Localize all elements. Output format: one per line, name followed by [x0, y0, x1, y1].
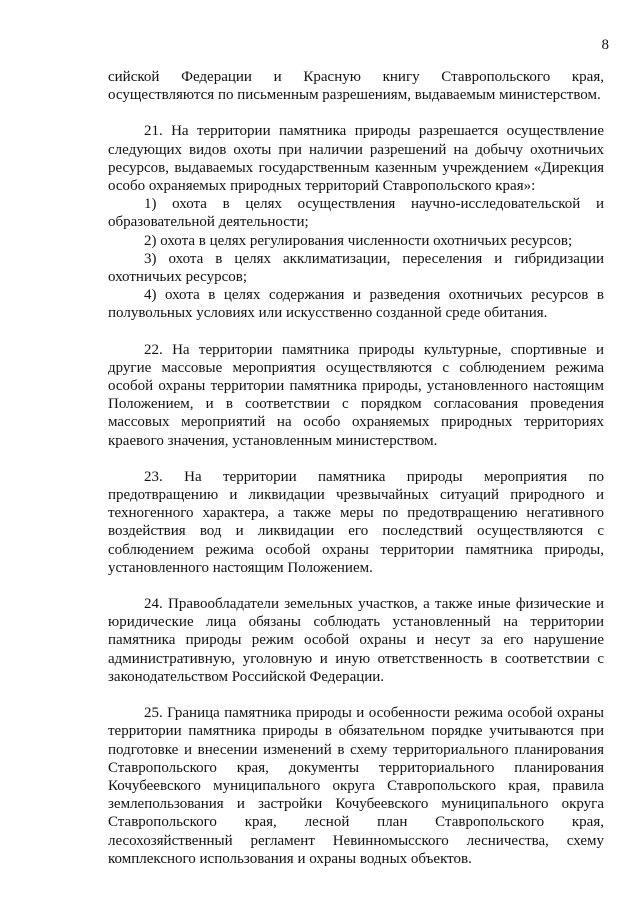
list-item-hunting-1: 1) охота в целях осуществления научно-исследовательской и образовательной деятельности; — [108, 196, 604, 231]
paragraph-25: 25. Граница памятника природы и особенности режима особой охраны территории памятника природы в обязательном порядке учитываются при подготовке и внесении изменений в схему территориального планирования Ставропольского края, документы территориального планирования Кочубеевского муниципального округа Ставропольского края, правила землепользования и застройки Кочубеевского муниципального округа Ставропольского края, лесной план Ставропольского края, лесохозяйственный регламент Невинномысского лесничества, схему комплексного использования и охраны водных объектов. — [108, 705, 604, 867]
list-item-hunting-3: 3) охота в целях акклиматизации, переселения и гибридизации охотничьих ресурсов; — [108, 250, 604, 286]
paragraph-23: 23. На территории памятника природы мероприятия по предотвращению и ликвидации чрезвычайных ситуаций природного и техногенного характера, а также меры по предотвращению негативного воздействия вод и ликвидации его последствий осуществляются с соблюдением режима особой охраны территории памятника природы, установленного настоящим Положением. — [108, 468, 604, 576]
paragraph-continuation: сийской Федерации и Красную книгу Ставропольского края, осуществляются по письменным разрешениям, выдаваемым министерством. — [108, 69, 604, 104]
paragraph-24: 24. Правообладатели земельных участков, а также иные физические и юридические лица обязаны соблюдать установленный на территории памятника природы режим особой охраны и несут за его нарушение административную, уголовную и иную ответственность в соответствии с законодательством Российской Федерации. — [108, 596, 604, 685]
paragraph-21: 21. На территории памятника природы разрешается осуществление следующих видов охоты при наличии разрешений на добычу охотничьих ресурсов, выдаваемых государственным казенным учреждением «Дирекция особо охраняемых природных территорий Ставропольского края»: — [108, 123, 604, 195]
list-item-hunting-2: 2) охота в целях регулирования численности охотничьих ресурсов; — [144, 232, 573, 249]
page-number: 8 — [601, 37, 609, 53]
document-body — [108, 68, 604, 868]
list-item-hunting-4: 4) охота в целях содержания и разведения охотничьих ресурсов в полувольных условиях или искусственно созданной среде обитания. — [108, 287, 604, 322]
paragraph-22: 22. На территории памятника природы культурные, спортивные и другие массовые мероприятия осуществляются с соблюдением режима особой охраны территории памятника природы, установленного настоящим Положением, и в соответствии с порядком согласования проведения массовых мероприятий на особо охраняемых природных территориях краевого значения, установленным министерством. — [108, 341, 604, 449]
